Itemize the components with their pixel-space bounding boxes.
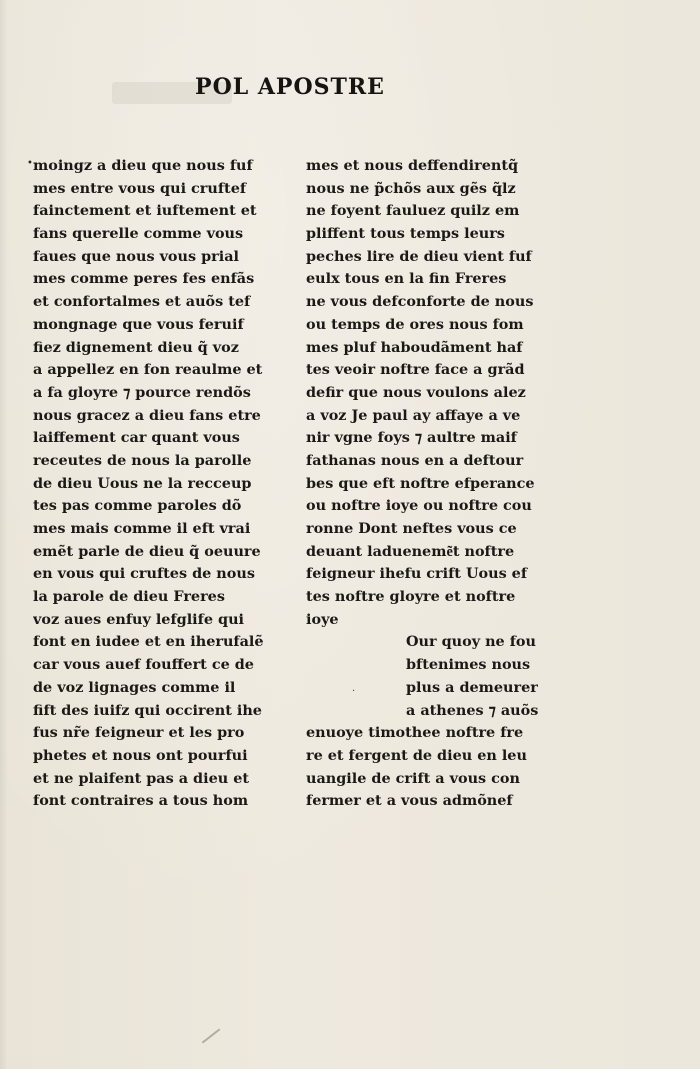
text-line: mongnage que vous feruif [33,315,244,333]
text-line: peches lire de dieu vient fuf [306,247,532,265]
stray-ink-dot: · [352,686,356,697]
text-column-left [33,155,273,813]
text-line: et confortalmes et auõs tef [33,293,251,311]
text-line: phetes et nous ont pourfui [33,746,248,764]
text-line: moingz a dieu que nous fuf [33,157,253,174]
text-line: de dieu Uous ne la recceup [33,474,252,492]
text-line: voz aues enfuy lefglife qui [33,610,244,628]
text-line: ou temps de ores nous fom [306,315,524,333]
text-line: mes mais comme il eft vrai [33,520,251,537]
text-line: pliffent tous temps leurs [306,225,505,243]
text-line: fiez dignement dieu q̃ voz [33,338,239,356]
text-line: a appellez en fon reaulme et [33,361,263,379]
text-line: a athenes ⁊ auõs [406,701,539,719]
text-line: et ne plaifent pas a dieu et [33,769,250,787]
text-line: tes noftre gloyre et noftre [306,588,516,606]
text-line: fainctement et iuftement et [33,202,257,220]
text-line: receutes de nous la parolle [33,451,252,469]
margin-scratch-mark [202,1028,221,1043]
text-line: ne vous defconforte de nous [306,293,534,311]
text-line: defir que nous voulons alez [306,383,526,401]
text-line: car vous auef fouffert ce de [33,656,254,674]
text-line: bftenimes nous [406,656,531,674]
text-line: en vous qui cruftes de nous [33,565,255,583]
text-line: fus nr̃e feigneur et les pro [33,724,245,742]
text-line: ne foyent fauluez quilz em [306,202,520,220]
paragraph-mark: • [27,158,33,169]
text-line: tes veoir noftre face a grãd [306,361,525,379]
text-line: eulx tous en la fin Freres [306,270,507,288]
text-line: enuoye timothee noftre fre [306,724,524,742]
text-line: a fa gloyre ⁊ pource rendõs [33,383,251,401]
text-line: font en iudee et en iherufalẽ [33,633,264,651]
text-line: laiffement car quant vous [33,429,240,447]
text-line: fathanas nous en a deftour [306,451,524,469]
text-line: uangile de crift a vous con [306,769,520,787]
text-line: deuant ladueneme͂t noftre [306,542,515,560]
text-line: de voz lignages comme il [33,678,236,696]
text-line: mes entre vous qui cruftef [33,179,247,197]
text-line: font contraires a tous hom [33,792,249,810]
text-line: ioye [306,610,339,628]
text-line: faues que nous vous prial [33,247,240,265]
text-line: bes que eft noftre efperance [306,474,535,492]
text-line: fans querelle comme vous [33,225,244,243]
text-line: mes comme peres fes enfãs [33,270,255,288]
text-line: feigneur ihefu crift Uous ef [306,565,528,583]
text-line: nous ne p̃chõs aux gẽs q̃lz [306,179,516,197]
text-line: mes et nous deffendirentq̃ [306,157,519,174]
text-line: a voz Je paul ay affaye a ve [306,406,521,424]
running-head: POL APOSTRE [195,74,385,100]
text-line: ronne Dont neftes vous ce [306,520,517,537]
page-gutter-shadow [0,0,8,1069]
text-line: mes pluf haboudãment haf [306,338,523,356]
text-line: nous gracez a dieu fans etre [33,406,261,424]
text-column-right [306,155,546,813]
text-line: tes pas comme paroles dõ [33,497,242,515]
text-line: plus a demeurer [406,678,538,696]
text-line: ou noftre ioye ou noftre cou [306,497,532,515]
text-line: Our quoy ne fou [406,633,536,651]
text-line: re et fergent de dieu en leu [306,746,527,764]
text-line: nir vgne foys ⁊ aultre maif [306,429,517,447]
text-line: la parole de dieu Freres [33,588,225,606]
text-line: fermer et a vous admõnef [306,792,513,810]
text-line: emẽt parle de dieu q̃ oeuure [33,542,261,560]
text-line: fift des iuifz qui occirent ihe [33,701,262,719]
